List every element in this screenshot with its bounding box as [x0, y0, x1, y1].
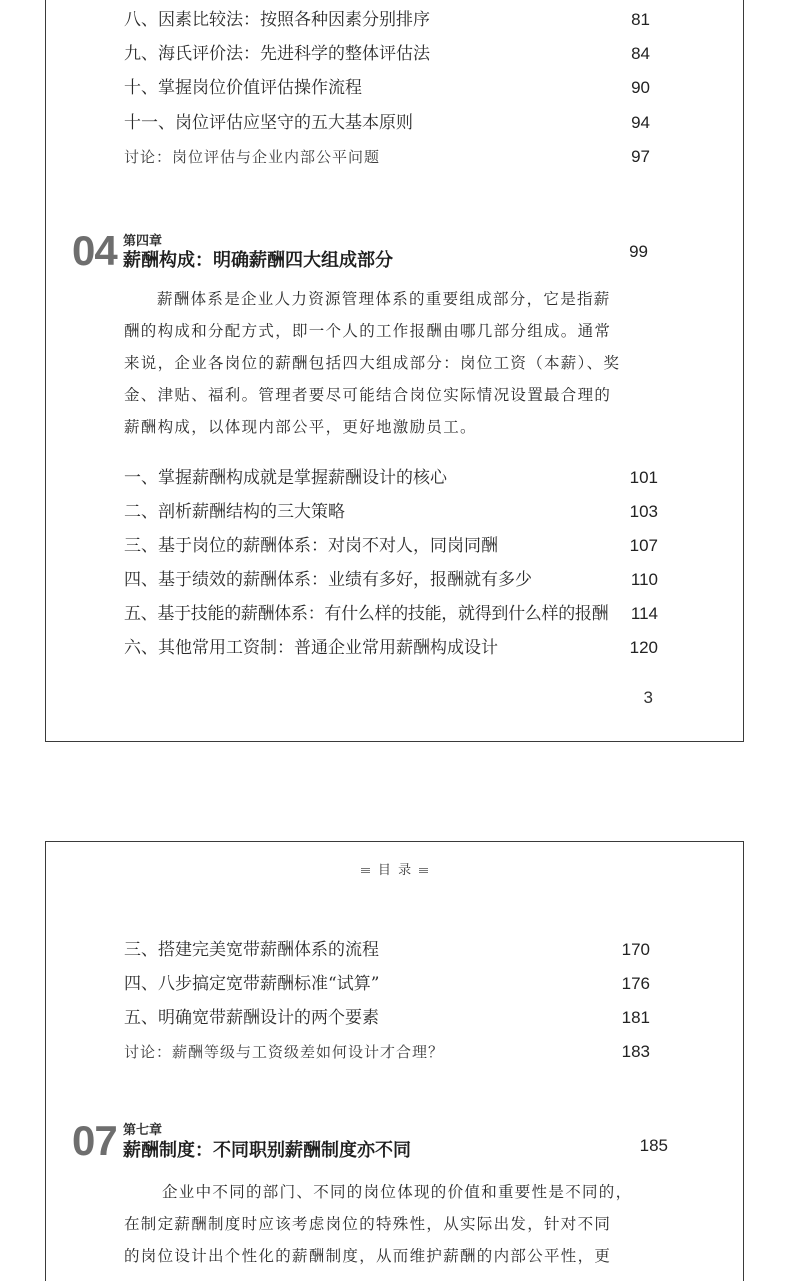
paragraph-line: 的岗位设计出个性化的薪酬制度，从而维护薪酬的内部公平性，更 [124, 1247, 612, 1265]
toc-entry[interactable] [124, 108, 650, 138]
toc-entry-title: 二、剖析薪酬结构的三大策略 [124, 502, 345, 522]
toc-entry-title: 四、基于绩效的薪酬体系：业绩有多好，报酬就有多少 [124, 570, 532, 590]
book-page-toc-2 [45, 841, 744, 1281]
chapter-page-number: 185 [639, 1136, 668, 1155]
chapter-number: 07 [72, 1117, 117, 1164]
toc-entry-title: 八、因素比较法：按照各种因素分别排序 [124, 10, 430, 30]
toc-entry-title: 讨论：岗位评估与企业内部公平问题 [124, 148, 381, 166]
toc-entry-title: 十一、岗位评估应坚守的五大基本原则 [124, 113, 413, 133]
toc-entry-title: 一、掌握薪酬构成就是掌握薪酬设计的核心 [124, 468, 447, 488]
toc-entry-title: 五、明确宽带薪酬设计的两个要素 [124, 1008, 379, 1028]
toc-entry-title: 讨论：薪酬等级与工资级差如何设计才合理？ [124, 1043, 445, 1061]
toc-entry-page: 90 [631, 78, 650, 97]
toc-entry-page: 103 [629, 502, 658, 521]
running-head [46, 859, 743, 878]
toc-entry[interactable] [124, 497, 658, 527]
toc-entry[interactable] [124, 935, 650, 965]
toc-entry[interactable] [124, 463, 658, 493]
toc-entry-page: 110 [630, 570, 658, 589]
toc-entry-page: 107 [629, 536, 658, 555]
toc-entry-page: 81 [631, 10, 650, 29]
toc-entry[interactable] [124, 5, 650, 35]
running-head-title: 目 录 [377, 862, 412, 877]
toc-entry-page: 181 [621, 1008, 650, 1027]
chapter-page-number: 99 [629, 242, 648, 261]
book-page-toc-1 [45, 0, 744, 742]
chapter-number: 04 [72, 227, 117, 274]
toc-entry-page: 84 [631, 44, 650, 63]
toc-entry-discussion[interactable] [124, 1037, 650, 1067]
toc-entry-title: 六、其他常用工资制：普通企业常用薪酬构成设计 [124, 638, 498, 658]
toc-entry-title: 九、海氏评价法：先进科学的整体评估法 [124, 44, 430, 64]
toc-entry[interactable] [124, 633, 658, 663]
toc-entry-page: 183 [621, 1042, 650, 1061]
paragraph-line: 企业中不同的部门、不同的岗位体现的价值和重要性是不同的， [162, 1183, 633, 1201]
ornament-icon [419, 868, 428, 873]
toc-entry[interactable] [124, 73, 650, 103]
paragraph-line: 酬的构成和分配方式，即一个人的工作报酬由哪几部分组成。通常 [124, 322, 612, 340]
toc-entry[interactable] [124, 599, 658, 629]
toc-entry-page: 94 [631, 113, 650, 132]
toc-entry-page: 97 [631, 147, 650, 166]
toc-entry-page: 120 [629, 638, 658, 657]
toc-entry-page: 114 [630, 604, 658, 623]
paragraph-line: 金、津贴、福利。管理者要尽可能结合岗位实际情况设置最合理的 [124, 386, 612, 404]
chapter-label: 第七章 [123, 1122, 163, 1137]
toc-entry-page: 101 [629, 468, 658, 487]
page-folio: 3 [643, 688, 653, 707]
toc-entry[interactable] [124, 969, 650, 999]
paragraph-line: 薪酬体系是企业人力资源管理体系的重要组成部分，它是指薪 [157, 290, 611, 308]
chapter-title[interactable]: 薪酬制度：不同职别薪酬制度亦不同 [123, 1140, 411, 1160]
chapter-title[interactable]: 薪酬构成：明确薪酬四大组成部分 [123, 250, 393, 270]
paragraph-line: 来说，企业各岗位的薪酬包括四大组成部分：岗位工资（本薪）、奖 [124, 354, 621, 372]
toc-entry-page: 176 [621, 974, 650, 993]
chapter-label: 第四章 [123, 233, 163, 248]
paragraph-line: 薪酬构成，以体现内部公平，更好地激励员工。 [124, 418, 477, 436]
paragraph-line: 在制定薪酬制度时应该考虑岗位的特殊性，从实际出发，针对不同 [124, 1215, 612, 1233]
toc-entry-title: 五、基于技能的薪酬体系：有什么样的技能，就得到什么样的报酬 [124, 604, 609, 624]
toc-entry[interactable] [124, 531, 658, 561]
toc-entry[interactable] [124, 39, 650, 69]
toc-entry[interactable] [124, 1003, 650, 1033]
toc-entry-discussion[interactable] [124, 142, 650, 172]
toc-entry-page: 170 [621, 940, 650, 959]
toc-entry-title: 十、掌握岗位价值评估操作流程 [124, 78, 362, 98]
toc-entry-title: 三、搭建完美宽带薪酬体系的流程 [124, 940, 379, 960]
toc-entry-title: 三、基于岗位的薪酬体系：对岗不对人，同岗同酬 [124, 536, 498, 556]
toc-entry-title: 四、八步搞定宽带薪酬标准“试算” [124, 974, 380, 994]
toc-entry[interactable] [124, 565, 658, 595]
ornament-icon [361, 868, 370, 873]
